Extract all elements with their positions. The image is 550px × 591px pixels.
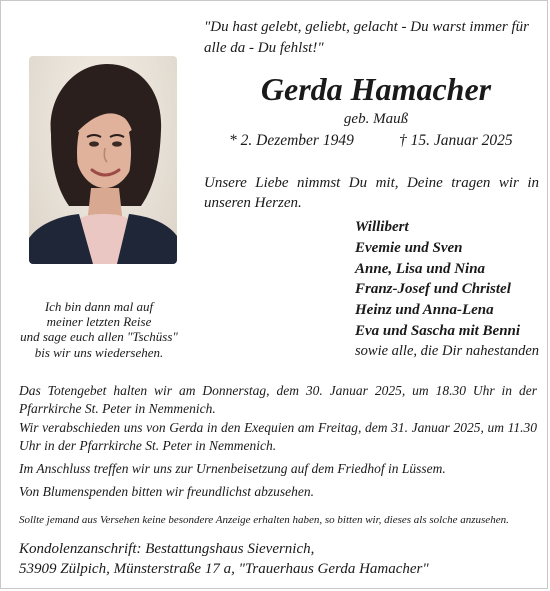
portrait-illustration xyxy=(29,56,177,264)
poem-line: bis wir uns wiedersehen. xyxy=(34,344,164,360)
portrait-photo xyxy=(29,56,177,264)
birth-date: * 2. Dezember 1949 xyxy=(229,132,354,149)
farewell-text: Unsere Liebe nimmst Du mit, Deine tragen wir in unseren Herzen. xyxy=(204,175,539,211)
mourners-closing: sowie alle, die Dir nahestanden xyxy=(355,343,540,359)
burial-info: Im Anschluss treffen wir uns zur Urnenbeisetzung auf dem Friedhof in Lüssem. xyxy=(19,461,446,476)
mourner-name: Evemie und Sven xyxy=(355,239,463,256)
mourner-list xyxy=(355,217,520,342)
mourner-name: Willibert xyxy=(355,219,409,235)
poem-line: und sage euch allen "Tschüss" xyxy=(20,329,178,345)
prayer-info: Das Totengebet halten wir am Donnerstag, dem 30. Januar 2025, um 18.30 Uhr in der Pfarrkirche St. Peter in Nemmenich. xyxy=(19,383,537,416)
mourner-name: Heinz und Anna-Lena xyxy=(355,302,494,319)
mourner-name: Anne, Lisa und Nina xyxy=(355,260,486,277)
mourner-name: Eva und Sascha mit Benni xyxy=(355,322,521,339)
address-line: 53909 Zülpich, Münsterstraße 17 a, "Trauerhaus Gerda Hamacher" xyxy=(19,561,429,577)
farewell-poem xyxy=(9,299,189,360)
poem-line: meiner letzten Reise xyxy=(46,314,152,330)
poem-line: Ich bin dann mal auf xyxy=(44,299,154,314)
mourner-name: Franz-Josef und Christel xyxy=(355,281,511,298)
opening-quote: "Du hast gelebt, geliebt, gelacht - Du warst immer für alle da - Du fehlst!" xyxy=(204,19,530,56)
notice-text: Sollte jemand aus Versehen keine besondere Anzeige erhalten haben, so bitten wir, dieses als solche anzusehen. xyxy=(19,514,509,526)
condolence-address xyxy=(19,539,429,579)
address-line: Kondolenzanschrift: Bestattungshaus Sievernich, xyxy=(19,541,315,557)
funeral-info: Wir verabschieden uns von Gerda in den Exequien am Freitag, dem 31. Januar 2025, um 11.30 Uhr in der Pfarrkirche St. Peter in Nemmenich. xyxy=(19,420,537,453)
deceased-name: Gerda Hamacher xyxy=(260,71,492,107)
death-date: † 15. Januar 2025 xyxy=(399,132,513,149)
flowers-note: Von Blumenspenden bitten wir freundlichst abzusehen. xyxy=(19,484,314,499)
maiden-name: geb. Mauß xyxy=(343,111,409,127)
